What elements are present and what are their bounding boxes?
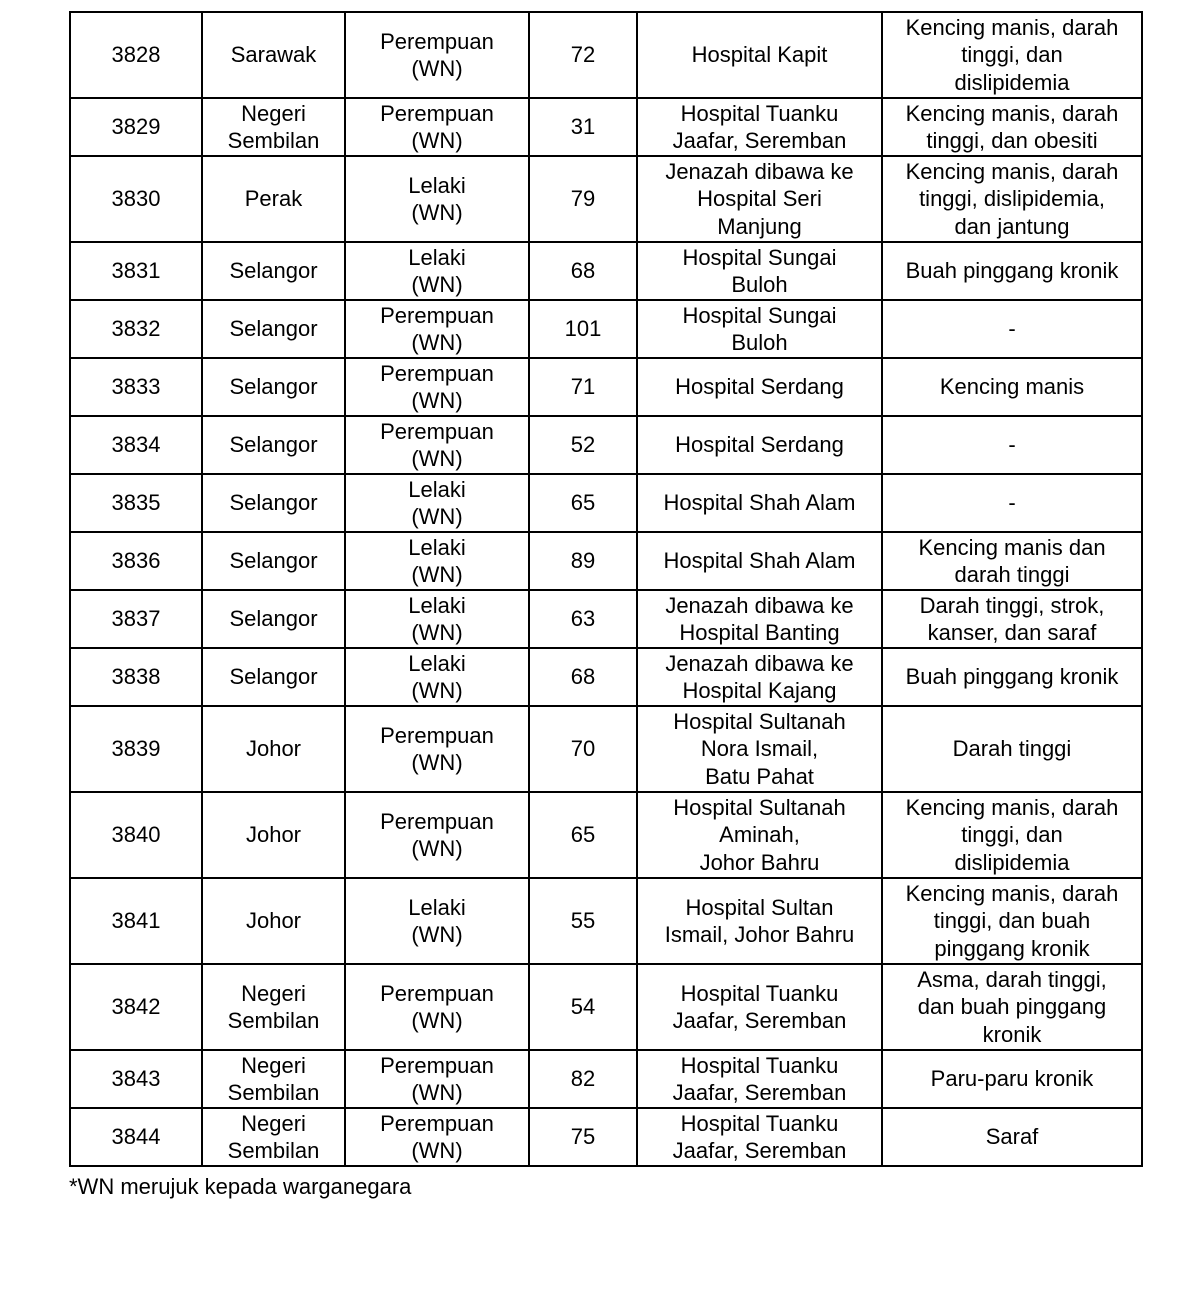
comorbidity-cell: Kencing manis, darah tinggi, dan obesiti	[882, 98, 1142, 156]
table-row	[70, 532, 1142, 590]
state-cell: Selangor	[202, 242, 345, 300]
state-cell: Negeri Sembilan	[202, 98, 345, 156]
case-number-cell: 3837	[70, 590, 202, 648]
table-body	[70, 12, 1142, 1166]
state-cell: Selangor	[202, 590, 345, 648]
table-row	[70, 358, 1142, 416]
state-cell: Negeri Sembilan	[202, 1050, 345, 1108]
table-row	[70, 474, 1142, 532]
case-number-cell: 3829	[70, 98, 202, 156]
age-cell: 79	[529, 156, 637, 242]
gender-cell: Perempuan (WN)	[345, 706, 529, 792]
table-row	[70, 416, 1142, 474]
table-row	[70, 792, 1142, 878]
table-row	[70, 648, 1142, 706]
table-row	[70, 964, 1142, 1050]
state-cell: Johor	[202, 878, 345, 964]
hospital-cell: Hospital Kapit	[637, 12, 882, 98]
hospital-cell: Hospital Tuanku Jaafar, Seremban	[637, 1050, 882, 1108]
hospital-cell: Hospital Serdang	[637, 358, 882, 416]
gender-cell: Lelaki (WN)	[345, 648, 529, 706]
age-cell: 71	[529, 358, 637, 416]
state-cell: Selangor	[202, 358, 345, 416]
comorbidity-cell: Darah tinggi, strok, kanser, dan saraf	[882, 590, 1142, 648]
hospital-cell: Hospital Sultanah Nora Ismail, Batu Pahat	[637, 706, 882, 792]
case-number-cell: 3839	[70, 706, 202, 792]
gender-cell: Perempuan (WN)	[345, 792, 529, 878]
state-cell: Selangor	[202, 648, 345, 706]
age-cell: 52	[529, 416, 637, 474]
comorbidity-cell: Saraf	[882, 1108, 1142, 1166]
state-cell: Negeri Sembilan	[202, 1108, 345, 1166]
case-number-cell: 3830	[70, 156, 202, 242]
age-cell: 54	[529, 964, 637, 1050]
gender-cell: Perempuan (WN)	[345, 1050, 529, 1108]
table-row	[70, 156, 1142, 242]
hospital-cell: Hospital Sungai Buloh	[637, 300, 882, 358]
age-cell: 70	[529, 706, 637, 792]
table-row	[70, 12, 1142, 98]
state-cell: Johor	[202, 792, 345, 878]
gender-cell: Lelaki (WN)	[345, 590, 529, 648]
table-row	[70, 878, 1142, 964]
table-row	[70, 590, 1142, 648]
comorbidity-cell: Kencing manis, darah tinggi, dan dislipidemia	[882, 792, 1142, 878]
hospital-cell: Hospital Shah Alam	[637, 474, 882, 532]
state-cell: Selangor	[202, 532, 345, 590]
hospital-cell: Jenazah dibawa ke Hospital Banting	[637, 590, 882, 648]
gender-cell: Perempuan (WN)	[345, 12, 529, 98]
hospital-cell: Hospital Sungai Buloh	[637, 242, 882, 300]
state-cell: Sarawak	[202, 12, 345, 98]
table-row	[70, 1050, 1142, 1108]
table-row	[70, 1108, 1142, 1166]
gender-cell: Lelaki (WN)	[345, 532, 529, 590]
hospital-cell: Hospital Tuanku Jaafar, Seremban	[637, 964, 882, 1050]
case-number-cell: 3835	[70, 474, 202, 532]
case-number-cell: 3833	[70, 358, 202, 416]
age-cell: 75	[529, 1108, 637, 1166]
table-row	[70, 300, 1142, 358]
gender-cell: Perempuan (WN)	[345, 358, 529, 416]
hospital-cell: Hospital Sultanah Aminah, Johor Bahru	[637, 792, 882, 878]
hospital-cell: Hospital Tuanku Jaafar, Seremban	[637, 98, 882, 156]
state-cell: Selangor	[202, 300, 345, 358]
gender-cell: Lelaki (WN)	[345, 156, 529, 242]
age-cell: 89	[529, 532, 637, 590]
state-cell: Perak	[202, 156, 345, 242]
hospital-cell: Hospital Serdang	[637, 416, 882, 474]
case-number-cell: 3838	[70, 648, 202, 706]
case-number-cell: 3841	[70, 878, 202, 964]
hospital-cell: Jenazah dibawa ke Hospital Seri Manjung	[637, 156, 882, 242]
comorbidity-cell: Buah pinggang kronik	[882, 648, 1142, 706]
age-cell: 68	[529, 648, 637, 706]
gender-cell: Perempuan (WN)	[345, 1108, 529, 1166]
comorbidity-cell: Asma, darah tinggi, dan buah pinggang kronik	[882, 964, 1142, 1050]
age-cell: 65	[529, 474, 637, 532]
age-cell: 55	[529, 878, 637, 964]
comorbidity-cell: Kencing manis dan darah tinggi	[882, 532, 1142, 590]
hospital-cell: Hospital Sultan Ismail, Johor Bahru	[637, 878, 882, 964]
comorbidity-cell: -	[882, 300, 1142, 358]
comorbidity-cell: Paru-paru kronik	[882, 1050, 1142, 1108]
case-number-cell: 3842	[70, 964, 202, 1050]
state-cell: Selangor	[202, 474, 345, 532]
hospital-cell: Hospital Tuanku Jaafar, Seremban	[637, 1108, 882, 1166]
state-cell: Selangor	[202, 416, 345, 474]
gender-cell: Perempuan (WN)	[345, 98, 529, 156]
table-row	[70, 242, 1142, 300]
death-cases-table	[69, 11, 1143, 1167]
footnote: *WN merujuk kepada warganegara	[69, 1174, 412, 1199]
state-cell: Negeri Sembilan	[202, 964, 345, 1050]
age-cell: 82	[529, 1050, 637, 1108]
case-number-cell: 3828	[70, 12, 202, 98]
state-cell: Johor	[202, 706, 345, 792]
comorbidity-cell: Kencing manis, darah tinggi, dan buah pinggang kronik	[882, 878, 1142, 964]
hospital-cell: Jenazah dibawa ke Hospital Kajang	[637, 648, 882, 706]
death-cases-table-wrapper	[69, 11, 1143, 1167]
gender-cell: Lelaki (WN)	[345, 474, 529, 532]
comorbidity-cell: Kencing manis, darah tinggi, dislipidemia, dan jantung	[882, 156, 1142, 242]
age-cell: 31	[529, 98, 637, 156]
gender-cell: Lelaki (WN)	[345, 242, 529, 300]
case-number-cell: 3834	[70, 416, 202, 474]
table-row	[70, 98, 1142, 156]
case-number-cell: 3840	[70, 792, 202, 878]
case-number-cell: 3832	[70, 300, 202, 358]
age-cell: 65	[529, 792, 637, 878]
gender-cell: Perempuan (WN)	[345, 416, 529, 474]
case-number-cell: 3831	[70, 242, 202, 300]
comorbidity-cell: Darah tinggi	[882, 706, 1142, 792]
age-cell: 72	[529, 12, 637, 98]
comorbidity-cell: Buah pinggang kronik	[882, 242, 1142, 300]
gender-cell: Perempuan (WN)	[345, 300, 529, 358]
age-cell: 101	[529, 300, 637, 358]
age-cell: 63	[529, 590, 637, 648]
comorbidity-cell: Kencing manis, darah tinggi, dan dislipidemia	[882, 12, 1142, 98]
gender-cell: Lelaki (WN)	[345, 878, 529, 964]
comorbidity-cell: -	[882, 474, 1142, 532]
comorbidity-cell: -	[882, 416, 1142, 474]
case-number-cell: 3844	[70, 1108, 202, 1166]
hospital-cell: Hospital Shah Alam	[637, 532, 882, 590]
gender-cell: Perempuan (WN)	[345, 964, 529, 1050]
age-cell: 68	[529, 242, 637, 300]
comorbidity-cell: Kencing manis	[882, 358, 1142, 416]
table-row	[70, 706, 1142, 792]
case-number-cell: 3843	[70, 1050, 202, 1108]
case-number-cell: 3836	[70, 532, 202, 590]
